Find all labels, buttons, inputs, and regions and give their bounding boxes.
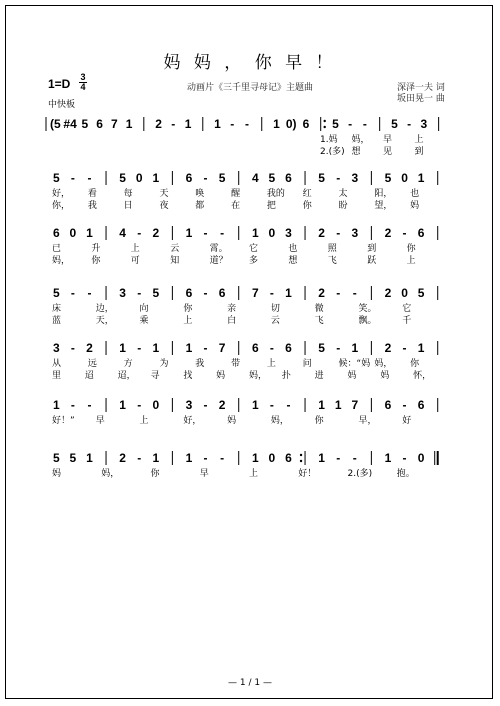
note: - (336, 286, 341, 300)
note: 6 (185, 171, 193, 185)
lyric-verse-2: 妈 (380, 371, 390, 381)
note: 5 (391, 117, 398, 131)
lyric-verse-2: 把 (266, 201, 276, 211)
note: 2 (318, 226, 325, 240)
note: 1 (52, 398, 60, 412)
lyric-verse-1: 早 (199, 469, 209, 479)
note: - (203, 341, 208, 355)
note: - (336, 226, 341, 240)
note: 1 (184, 117, 192, 131)
note: - (87, 286, 92, 300)
note: 1 (318, 451, 325, 465)
lyric-verse-1: 早， (358, 416, 377, 426)
lyric-verse-1: 也 (288, 244, 298, 254)
note: 6 (185, 286, 193, 300)
lyric-verse-1: 我 (195, 359, 205, 369)
lyric-verse-1: 向 (139, 304, 149, 314)
note: 1 (251, 451, 259, 465)
note: 0 (401, 286, 408, 300)
note: 3 (351, 171, 359, 185)
note: - (352, 451, 357, 465)
lyric-verse-2: 我 (87, 201, 97, 211)
lyric-verse-1: 我的 (266, 189, 285, 199)
note: - (402, 398, 407, 412)
repeat-dot (324, 120, 326, 122)
note: 6 (52, 226, 60, 240)
lyric-verse-1: 切 (270, 304, 280, 314)
note: 1 (251, 226, 259, 240)
note: 7 (251, 286, 259, 300)
lyric-verse-2: 你 (302, 201, 312, 211)
note: 1 (318, 398, 325, 412)
note: 4 (251, 171, 259, 185)
lyricist-credit: 深泽一夫 词 (397, 83, 445, 93)
lyric-verse-1: 笑。 (358, 304, 377, 314)
lyric-verse-1: 也 (410, 189, 420, 199)
lyric-verse-2: 跃 (367, 256, 377, 266)
note: - (87, 398, 92, 412)
note: 0 (401, 171, 408, 185)
lyric-verse-2: 妈 (347, 371, 357, 381)
score-row (50, 117, 439, 157)
lyric-verse-1: 看 (87, 189, 97, 199)
meter-bottom: 4 (80, 82, 86, 92)
note: 2 (384, 286, 392, 300)
note: - (203, 398, 208, 412)
note: - (203, 286, 208, 300)
note: (5 (50, 117, 61, 131)
note: 2 (86, 341, 93, 355)
lyric-verse-1: 它 (402, 304, 412, 314)
note: 5 (119, 171, 126, 185)
lyric-verse-1: 妈， (270, 416, 289, 426)
note: - (402, 341, 407, 355)
repeat-dot (324, 126, 326, 128)
note: 6 (417, 398, 425, 412)
note: 6 (285, 171, 292, 185)
lyric-verse-1: 床 (52, 304, 62, 314)
lyric-verse-2: 飘。 (358, 316, 377, 326)
lyric-verse-2: 妈， (52, 256, 71, 266)
lyric-verse-1: 早 (95, 416, 105, 426)
note: #4 (63, 117, 77, 131)
note: 3 (119, 286, 126, 300)
lyric-verse-2: 道？ (209, 256, 228, 266)
lyric-verse-2: 在 (231, 201, 241, 211)
lyric-verse-2: 你 (91, 256, 101, 266)
key-signature: 1=D (48, 77, 71, 91)
note: 1 (251, 398, 259, 412)
note: 6 (417, 226, 425, 240)
note: - (352, 286, 357, 300)
lyric-verse-1: 问 (302, 359, 312, 369)
lyric-verse-2: 到 (414, 147, 424, 157)
lyric-verse-1: 上 (266, 359, 276, 369)
lyric-verse-1: 2.(多) (347, 469, 373, 479)
note: - (87, 171, 92, 185)
lyric-verse-1: 妈， (101, 469, 120, 479)
note: 7 (218, 341, 226, 355)
note: 2 (384, 226, 392, 240)
note: 0 (268, 226, 276, 240)
repeat-dot (300, 460, 302, 462)
repeat-dot (300, 454, 302, 456)
song-title: 妈 妈 ， 你 早 ！ (163, 53, 337, 73)
lyric-verse-2: 想 (288, 256, 298, 266)
note: - (137, 226, 142, 240)
lyric-verse-2: 上 (183, 316, 193, 326)
lyric-verse-2: 天， (95, 316, 114, 326)
note: - (348, 117, 353, 131)
note: 1 (334, 398, 342, 412)
note: 0 (135, 171, 143, 185)
lyric-verse-1: 醒 (231, 189, 241, 199)
note: 5 (384, 171, 392, 185)
lyric-verse-1: 边， (95, 304, 114, 314)
note: - (286, 398, 291, 412)
lyric-verse-1: 它 (249, 244, 259, 254)
note: - (137, 451, 142, 465)
lyric-verse-1: 1.妈 (320, 135, 338, 145)
note: 4 (119, 226, 126, 240)
note: 5 (417, 286, 425, 300)
note: 1 (285, 286, 292, 300)
lyric-verse-1: 你 (150, 469, 160, 479)
note: - (137, 341, 142, 355)
note: 1 (86, 451, 93, 465)
lyric-verse-1: 照 (327, 244, 337, 254)
note: 1 (125, 117, 133, 131)
note: - (336, 451, 341, 465)
lyric-verse-2: 里 (52, 371, 62, 381)
note: 0 (417, 451, 425, 465)
note: 1 (185, 451, 193, 465)
lyric-verse-2: 上 (406, 256, 416, 266)
lyric-verse-1: 为 (159, 359, 169, 369)
lyric-verse-1: 好！” (52, 416, 75, 426)
note: 5 (52, 451, 60, 465)
composer-credit: 坂田晃一 曲 (397, 94, 445, 104)
lyric-verse-2: 千 (402, 316, 412, 326)
note: - (203, 226, 208, 240)
note: 0 (268, 451, 276, 465)
note: 5 (52, 171, 60, 185)
note: 3 (185, 398, 193, 412)
note: 5 (268, 171, 276, 185)
note: - (137, 398, 142, 412)
note: 7 (110, 117, 118, 131)
lyric-verse-1: 霄。 (209, 244, 228, 254)
lyric-verse-2: 可 (130, 256, 140, 266)
lyric-verse-1: 你 (183, 304, 193, 314)
lyric-verse-1: 妈 (227, 416, 237, 426)
note: 1 (152, 171, 160, 185)
lyric-verse-1: 已 (52, 244, 62, 254)
lyric-verse-2: 知 (170, 256, 180, 266)
lyric-verse-2: 白 (227, 316, 237, 326)
note: 2 (218, 398, 226, 412)
note: 5 (52, 286, 60, 300)
note: 6 (285, 341, 292, 355)
score-row (52, 451, 438, 479)
note: - (203, 171, 208, 185)
note: - (402, 451, 407, 465)
note: 6 (251, 341, 259, 355)
score-row (52, 398, 438, 426)
note: 1 (273, 117, 280, 131)
note: 2 (384, 341, 392, 355)
lyric-verse-2: 寻 (150, 371, 160, 381)
lyric-verse-2: 你， (52, 201, 71, 211)
lyric-verse-2: 盼 (338, 201, 348, 211)
lyric-verse-2: 夜 (159, 201, 169, 211)
lyric-verse-2: 乘 (139, 316, 149, 326)
lyric-verse-1: 微 (314, 304, 324, 314)
lyric-verse-1: 候：“妈 (338, 359, 371, 369)
note: 3 (285, 226, 292, 240)
lyric-verse-1: 上 (139, 416, 149, 426)
note: 5 (81, 117, 89, 131)
note: 1 (185, 226, 193, 240)
note: 5 (69, 451, 77, 465)
lyric-verse-2: 妈， (249, 371, 268, 381)
score-row (52, 171, 438, 211)
lyric-verse-2: 扑 (281, 371, 291, 381)
lyric-verse-1: 远 (87, 359, 97, 369)
note: - (362, 117, 367, 131)
note: - (336, 341, 341, 355)
lyric-verse-1: 红 (302, 189, 312, 199)
lyric-verse-2: 迢， (117, 371, 136, 381)
note: 2 (119, 451, 126, 465)
lyric-verse-2: 找 (183, 371, 193, 381)
note: 1 (152, 451, 160, 465)
lyric-verse-1: 好 (402, 416, 412, 426)
note: - (230, 117, 235, 131)
lyric-verse-1: 抱。 (396, 469, 415, 479)
lyric-verse-2: 进 (314, 371, 324, 381)
lyric-verse-1: 到 (367, 244, 377, 254)
note: - (70, 398, 75, 412)
lyric-verse-1: 带 (231, 359, 241, 369)
tempo-marking: 中快板 (48, 100, 76, 110)
lyric-verse-2: 飞 (314, 316, 324, 326)
lyric-verse-2: 怀， (413, 371, 432, 381)
note: 6 (384, 398, 392, 412)
note: 1 (384, 451, 392, 465)
note: 6 (302, 117, 310, 131)
note: 1 (351, 341, 359, 355)
note: 1 (214, 117, 221, 131)
note: 5 (318, 341, 325, 355)
note: 1 (417, 341, 425, 355)
note: 1 (152, 341, 160, 355)
lyric-verse-1: 你 (314, 416, 324, 426)
note: 1 (417, 171, 425, 185)
note: 0) (285, 117, 297, 131)
lyric-verse-1: 每 (123, 189, 133, 199)
score-row (52, 341, 438, 381)
lyric-verse-1: 阳， (374, 189, 393, 199)
lyric-verse-2: 妈 (410, 201, 420, 211)
lyric-verse-1: 方 (123, 359, 133, 369)
note: 5 (218, 171, 226, 185)
note: - (336, 171, 341, 185)
note: 6 (285, 451, 292, 465)
lyric-verse-1: 唤 (195, 189, 205, 199)
meter-top: 3 (80, 72, 86, 82)
lyric-verse-1: 好， (183, 416, 202, 426)
lyric-verse-1: 太 (338, 189, 348, 199)
lyric-verse-1: 好， (52, 189, 71, 199)
lyric-verse-1: 你 (406, 244, 416, 254)
lyric-verse-1: 妈， (374, 359, 393, 369)
note: 1 (185, 341, 193, 355)
note: - (70, 341, 75, 355)
lyric-verse-1: 升 (91, 244, 101, 254)
note: - (171, 117, 176, 131)
note: 5 (318, 171, 325, 185)
note: - (245, 117, 249, 131)
score-row (52, 226, 438, 266)
lyric-verse-2: 飞 (327, 256, 337, 266)
note: - (137, 286, 142, 300)
note: 5 (152, 286, 160, 300)
note: - (269, 341, 274, 355)
lyric-verse-1: 早 (383, 135, 393, 145)
lyric-verse-1: 好！ (298, 469, 317, 479)
song-subtitle: 动画片《三千里寻母记》主题曲 (186, 83, 313, 93)
note: - (402, 226, 407, 240)
note: 0 (152, 398, 160, 412)
lyric-verse-1: 妈 (52, 469, 62, 479)
lyric-verse-2: 见 (383, 147, 393, 157)
note: 2 (152, 226, 160, 240)
note: - (70, 171, 75, 185)
lyric-verse-2: 妈 (216, 371, 226, 381)
lyric-verse-1: 天 (159, 189, 169, 199)
note: 1 (119, 341, 126, 355)
lyric-verse-1: 从 (52, 359, 62, 369)
lyric-verse-1: 上 (249, 469, 259, 479)
lyric-verse-1: 亲 (227, 304, 237, 314)
note: 6 (218, 286, 226, 300)
note: 1 (86, 226, 93, 240)
score-row (52, 286, 438, 326)
lyric-verse-2: 想 (351, 147, 361, 157)
note: - (220, 451, 225, 465)
note: - (203, 451, 208, 465)
lyric-verse-1: 妈， (351, 135, 370, 145)
note: - (269, 286, 274, 300)
lyric-verse-1: 上 (130, 244, 140, 254)
lyric-verse-1: 你 (410, 359, 420, 369)
lyric-verse-2: 日 (123, 201, 133, 211)
page-number: — 1 / 1 — (228, 678, 272, 688)
note: 1 (119, 398, 126, 412)
note: 2 (318, 286, 325, 300)
note: - (407, 117, 412, 131)
note: - (220, 226, 225, 240)
lyric-verse-2: 2.(多) (320, 147, 345, 157)
note: 3 (351, 226, 359, 240)
lyric-verse-1: 上 (414, 135, 424, 145)
lyric-verse-2: 蓝 (52, 316, 62, 326)
note: 6 (96, 117, 103, 131)
lyric-verse-2: 望， (374, 201, 393, 211)
note: - (269, 398, 274, 412)
lyric-verse-2: 多 (249, 256, 259, 266)
lyric-verse-1: 云 (170, 244, 180, 254)
note: 0 (69, 226, 77, 240)
note: 3 (420, 117, 428, 131)
lyric-verse-2: 云 (270, 316, 280, 326)
lyric-verse-2: 迢 (84, 371, 94, 381)
lyric-verse-2: 都 (195, 201, 205, 211)
note: 2 (155, 117, 162, 131)
note: 7 (351, 398, 359, 412)
note: 3 (52, 341, 60, 355)
note: 5 (332, 117, 339, 131)
note: - (70, 286, 75, 300)
